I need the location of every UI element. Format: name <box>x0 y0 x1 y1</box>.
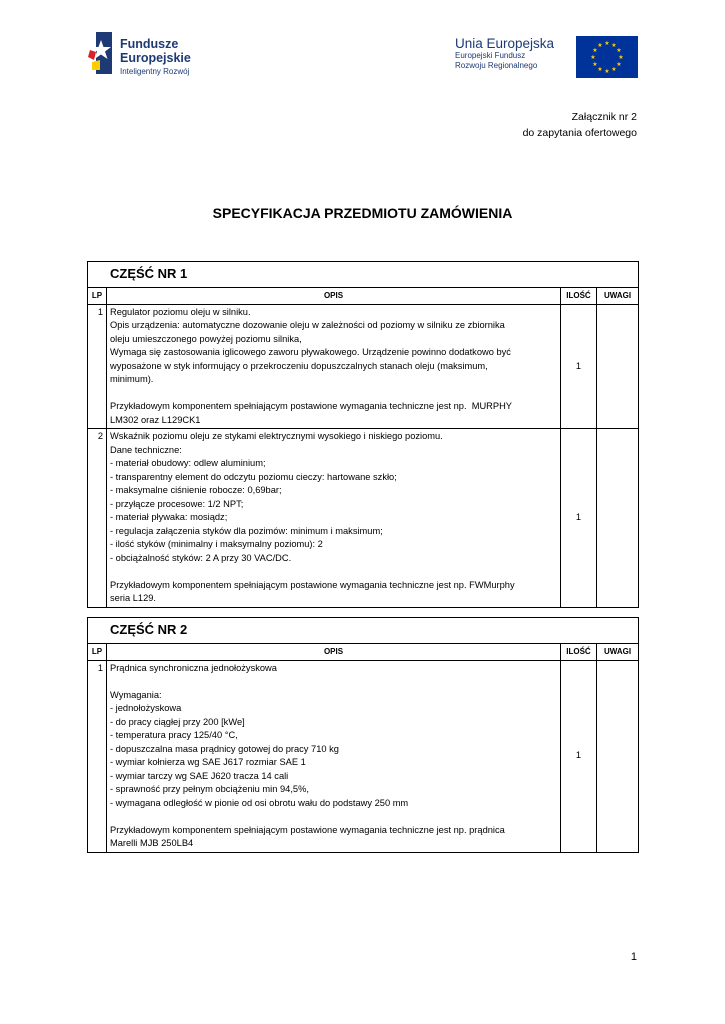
column-header-uwagi: UWAGI <box>597 644 639 661</box>
part-1-title: CZĘŚĆ NR 1 <box>88 262 639 288</box>
svg-text:★: ★ <box>590 54 596 61</box>
description-line: - materiał pływaka: mosiądz; <box>110 512 228 522</box>
description-line: - transparentny element do odczytu poziomu cieczy: hartowane szkło; <box>110 471 397 482</box>
row-description <box>107 660 561 852</box>
description-line: - sprawność przy pełnym obciążeniu min 94,5%, <box>110 784 309 794</box>
svg-text:★: ★ <box>611 42 617 49</box>
column-header-lp: LP <box>88 644 107 661</box>
description-line: - wymagana odległość w pionie od osi obrotu wału do podstawy 250 mm <box>110 797 409 808</box>
description-line: Opis urządzenia: automatyczne dozowanie oleju w zależności od poziomy w silniku ze zbiornika <box>110 320 505 330</box>
column-header-lp: LP <box>88 288 107 305</box>
ue-logo-line2: Europejski Fundusz <box>455 51 526 60</box>
part-2-title: CZĘŚĆ NR 2 <box>88 618 639 644</box>
ue-logo-line3: Rozwoju Regionalnego <box>455 61 538 70</box>
description-line: minimum). <box>110 374 154 384</box>
row-notes <box>597 660 639 852</box>
description-line: - jednołożyskowa <box>110 703 182 713</box>
svg-text:★: ★ <box>604 68 610 75</box>
unia-europejska-logo <box>455 36 640 80</box>
column-header-ilosc: ILOŚĆ <box>561 644 597 661</box>
description-line <box>110 675 557 689</box>
svg-text:★: ★ <box>597 42 603 49</box>
document-title: SPECYFIKACJA PRZEDMIOTU ZAMÓWIENIA <box>212 205 513 221</box>
part-2-header-row <box>88 644 639 661</box>
fe-star-icon <box>86 30 116 76</box>
description-line: Wskaźnik poziomu oleju ze stykami elektrycznymi wysokiego i niskiego poziomu. <box>110 431 443 441</box>
column-header-opis: OPIS <box>107 288 561 305</box>
column-header-opis: OPIS <box>107 644 561 661</box>
row-lp: 1 <box>88 304 107 429</box>
description-line: - regulacja załączenia styków dla pozimów: minimum i maksimum; <box>110 525 383 536</box>
fe-logo-text <box>120 38 191 76</box>
row-notes <box>597 304 639 429</box>
ue-logo-text <box>455 36 567 71</box>
svg-text:★: ★ <box>611 66 617 73</box>
description-line <box>110 565 557 579</box>
description-line <box>110 810 557 824</box>
svg-text:★: ★ <box>616 47 622 54</box>
fe-logo-line2: Europejskie <box>120 50 191 65</box>
description-line: - obciążalność styków: 2 A przy 30 VAC/DC. <box>110 552 292 563</box>
part-2-table <box>87 617 639 853</box>
description-line: Dane techniczne: <box>110 444 182 455</box>
column-header-ilosc: ILOŚĆ <box>561 288 597 305</box>
description-line: wyposażone w styk informujący o przekroczeniu dopuszczalnych stanach oleju (maksimum, <box>110 360 488 371</box>
row-notes <box>597 429 639 608</box>
ue-logo-line1: Unia Europejska <box>455 36 555 51</box>
description-line: - temperatura pracy 125/40 °C, <box>110 730 238 740</box>
svg-text:★: ★ <box>597 66 603 73</box>
annex-line2: do zapytania ofertowego <box>522 127 637 139</box>
row-description <box>107 429 561 608</box>
svg-text:★: ★ <box>604 40 610 47</box>
annex-line1: Załącznik nr 2 <box>571 111 637 123</box>
description-line: Wymaga się zastosowania iglicowego zaworu pływakowego. Urządzenie powinno dodatkowo być <box>110 347 511 357</box>
page-number: 1 <box>630 951 637 963</box>
column-header-uwagi: UWAGI <box>597 288 639 305</box>
svg-text:★: ★ <box>616 61 622 68</box>
description-line: Regulator poziomu oleju w silniku. <box>110 306 251 317</box>
svg-text:★: ★ <box>592 61 598 68</box>
row-quantity: 1 <box>561 429 597 608</box>
eu-flag-icon <box>576 36 638 78</box>
fe-logo-line3: Inteligentny Rozwój <box>120 67 190 76</box>
description-line: LM302 oraz L129CK1 <box>110 414 201 425</box>
row-quantity: 1 <box>561 304 597 429</box>
row-description <box>107 304 561 429</box>
row-lp: 2 <box>88 429 107 608</box>
description-line: - do pracy ciągłej przy 200 [kWe] <box>110 716 245 727</box>
description-line: Przykładowym komponentem spełniającym postawione wymagania techniczne jest np. FWMurphy <box>110 579 515 590</box>
svg-text:★: ★ <box>592 47 598 54</box>
fundusze-europejskie-logo <box>86 30 236 80</box>
svg-text:★: ★ <box>618 54 624 61</box>
part-1-header-row <box>88 288 639 305</box>
description-line: seria L129. <box>110 593 156 603</box>
table-row <box>88 304 639 429</box>
description-line: Marelli MJB 250LB4 <box>110 838 194 848</box>
annex-reference <box>523 109 637 141</box>
part-1-table <box>87 261 639 608</box>
row-lp: 1 <box>88 660 107 852</box>
row-quantity: 1 <box>561 660 597 852</box>
description-line: - wymiar tarczy wg SAE J620 tracza 14 cali <box>110 770 289 781</box>
description-line: oleju umieszczonego powyżej poziomu silnika, <box>110 333 302 344</box>
description-line: - wymiar kołnierza wg SAE J617 rozmiar SAE 1 <box>110 757 306 767</box>
description-line <box>110 387 557 401</box>
description-line: Przykładowym komponentem spełniającym postawione wymagania techniczne jest np. MURPHY <box>110 401 513 411</box>
description-line: - materiał obudowy: odlew aluminium; <box>110 458 266 468</box>
description-line: Wymagania: <box>110 689 162 700</box>
description-line: Przykładowym komponentem spełniającym postawione wymagania techniczne jest np. prądnica <box>110 824 505 835</box>
description-line: - przyłącze procesowe: 1/2 NPT; <box>110 498 244 509</box>
table-row <box>88 660 639 852</box>
table-row <box>88 429 639 608</box>
description-line: - dopuszczalna masa prądnicy gotowej do pracy 710 kg <box>110 743 339 754</box>
fe-logo-line1: Fundusze <box>120 37 179 51</box>
description-line: - ilość styków (minimalny i maksymalny poziomu): 2 <box>110 539 323 549</box>
description-line: Prądnica synchroniczna jednołożyskowa <box>110 662 277 673</box>
description-line: - maksymalne ciśnienie robocze: 0,69bar; <box>110 485 282 495</box>
